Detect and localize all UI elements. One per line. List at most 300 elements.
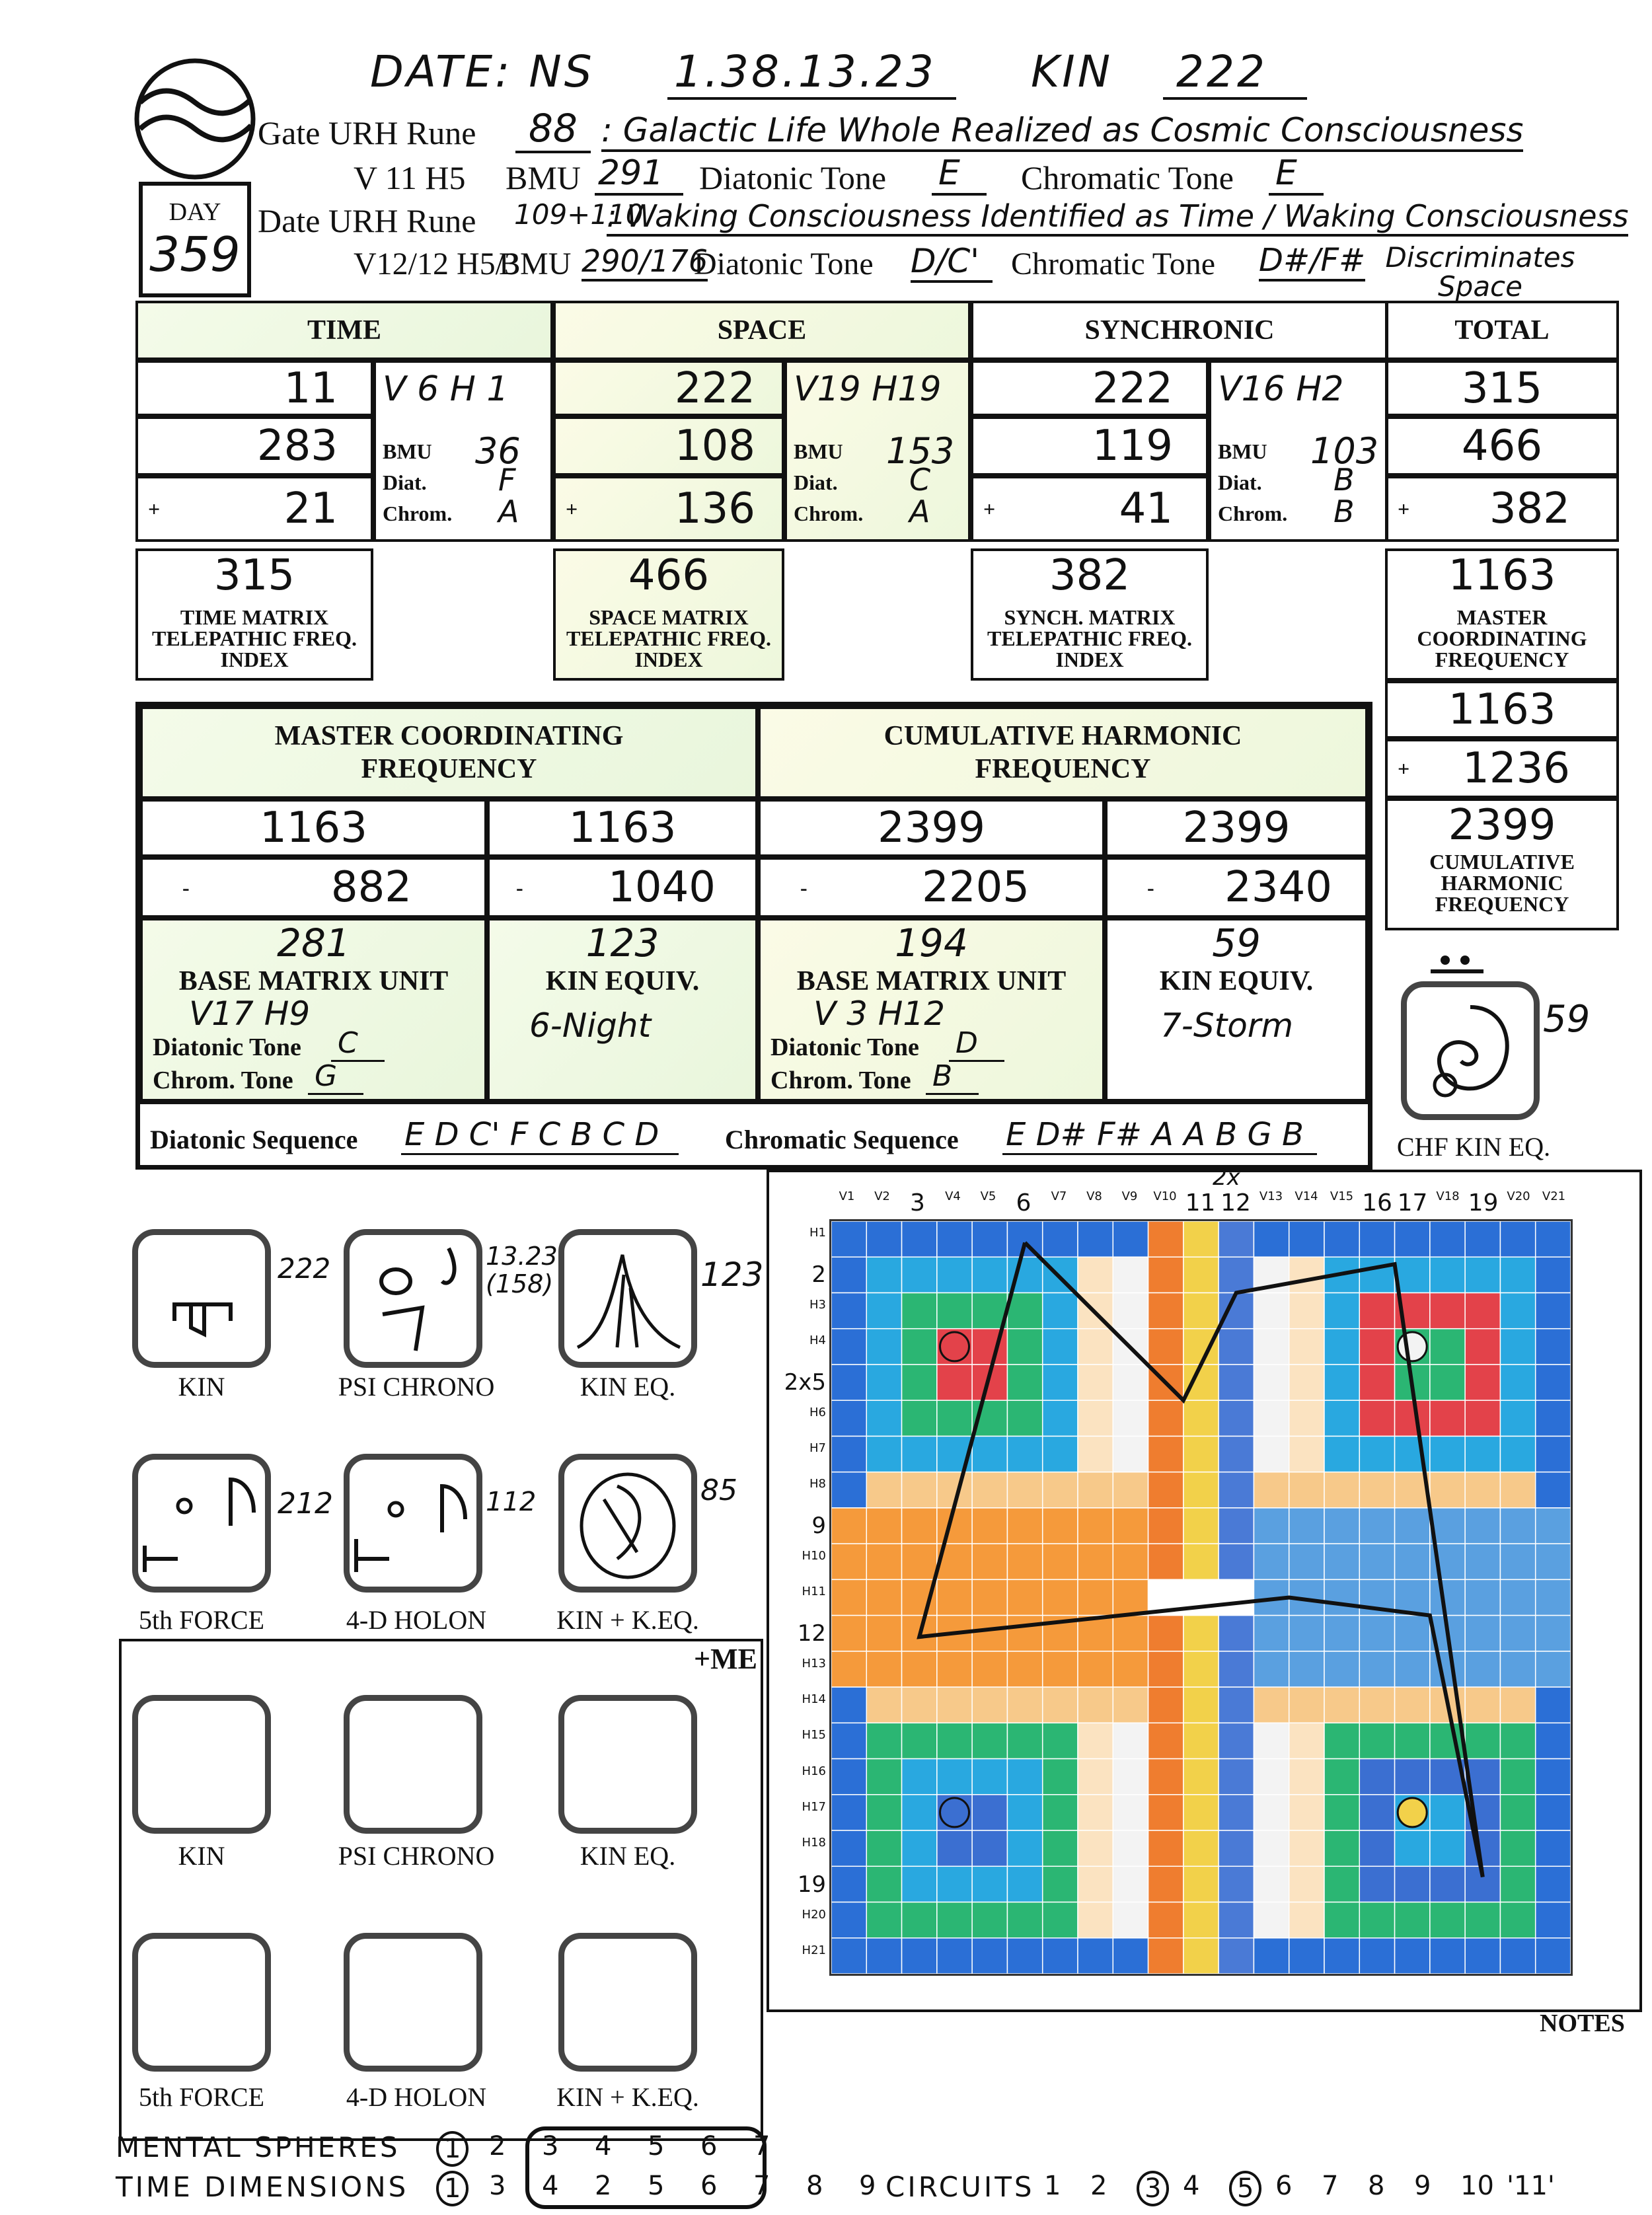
plus-sign: + xyxy=(983,497,996,521)
chf-header: CUMULATIVE HARMONIC FREQUENCY xyxy=(758,706,1368,799)
grid-cell xyxy=(1219,1902,1254,1938)
glyph-label: 4-D HOLON xyxy=(346,1605,487,1635)
grid-cell xyxy=(1113,1795,1148,1830)
date-diatonic: D/C' xyxy=(911,242,993,283)
grid-cell xyxy=(1078,1436,1113,1472)
grid-cell xyxy=(866,1508,901,1544)
grid-cell xyxy=(1043,1436,1078,1472)
grid-cell xyxy=(902,1329,937,1365)
grid-cell xyxy=(902,1508,937,1544)
kin-value: 222 xyxy=(1163,46,1307,100)
grid-col-header: V18 xyxy=(1436,1189,1460,1203)
time-meta xyxy=(373,360,553,542)
total-v3: 382 xyxy=(1489,484,1570,533)
grid-cell xyxy=(1324,1508,1359,1544)
grid-cell xyxy=(1183,1472,1219,1508)
grid-cell xyxy=(1430,1866,1465,1902)
grid-cell xyxy=(1148,1293,1183,1328)
grid-cell xyxy=(1500,1759,1535,1795)
grid-cell xyxy=(1289,1866,1324,1902)
grid-cell xyxy=(1500,1508,1535,1544)
grid-col-header: V7 xyxy=(1051,1189,1067,1203)
holon-glyph-empty-icon[interactable] xyxy=(344,1933,482,2072)
chf-b2: 2340 xyxy=(1224,863,1332,912)
grid-cell xyxy=(1007,1902,1042,1938)
grid-cell xyxy=(866,1938,901,1974)
grid-cell xyxy=(1289,1365,1324,1400)
footer-number: 5 xyxy=(648,2131,665,2161)
grid-cell xyxy=(1007,1400,1042,1436)
space-v3-cell xyxy=(553,476,784,542)
mcf-b1: 1163 xyxy=(487,799,758,857)
footer-number: 4 xyxy=(542,2171,559,2201)
grid-cell xyxy=(1148,1400,1183,1436)
grid-cell xyxy=(1324,1687,1359,1723)
grid-cell xyxy=(1359,1400,1394,1436)
grid-cell xyxy=(1395,1651,1430,1687)
grid-cell xyxy=(1395,1759,1430,1795)
grid-cell xyxy=(1500,1544,1535,1579)
grid-cell xyxy=(1359,1436,1394,1472)
circuits-label: CIRCUITS xyxy=(885,2171,1035,2203)
grid-cell xyxy=(1254,1400,1289,1436)
grid-cell xyxy=(1395,1723,1430,1758)
chf-a-res: 194 xyxy=(895,920,968,965)
gate-diatonic: E xyxy=(932,153,987,196)
grid-cell xyxy=(937,1830,972,1866)
grid-cell xyxy=(1113,1257,1148,1293)
grid-cell xyxy=(1113,1938,1148,1974)
synch-total: 382 xyxy=(1049,551,1131,600)
grid-cell xyxy=(1183,1866,1219,1902)
grid-cell xyxy=(1289,1830,1324,1866)
grid-cell xyxy=(1078,1938,1113,1974)
grid-row-header: H11 xyxy=(802,1585,826,1598)
grid-cell xyxy=(1359,1902,1394,1938)
grid-cell xyxy=(866,1723,901,1758)
grid-cell xyxy=(1043,1544,1078,1579)
grid-row-header: H7 xyxy=(809,1441,826,1455)
date-vh: V12/12 H5/3 xyxy=(354,246,520,282)
grid-cell xyxy=(1043,1365,1078,1400)
grid-cell xyxy=(902,1400,937,1436)
mcf-total-label: MASTER COORDINATING FREQUENCY xyxy=(1417,605,1587,671)
grid-cell xyxy=(1395,1400,1430,1436)
glyph-label: 4-D HOLON xyxy=(346,2082,487,2112)
grid-cell xyxy=(1148,1866,1183,1902)
grid-cell xyxy=(1289,1687,1324,1723)
grid-cell xyxy=(1324,1400,1359,1436)
footer-number: 7 xyxy=(753,2131,770,2161)
grid-cell xyxy=(1219,1651,1254,1687)
footer-number: 7 xyxy=(1322,2171,1339,2201)
grid-cell xyxy=(1148,1651,1183,1687)
gate-rune: 88 xyxy=(515,106,591,153)
footer-number: 9 xyxy=(859,2171,876,2201)
date-rune: 109+110 xyxy=(514,198,644,231)
grid-cell xyxy=(1007,1544,1042,1579)
grid-cell xyxy=(902,1795,937,1830)
date-rune-label: Date URH Rune xyxy=(258,202,476,239)
grid-cell xyxy=(1536,1365,1571,1400)
grid-cell xyxy=(1148,1759,1183,1795)
grid-cell xyxy=(1007,1365,1042,1400)
grid-cell xyxy=(1324,1938,1359,1974)
grid-cell xyxy=(1254,1293,1289,1328)
grid-cell xyxy=(1500,1400,1535,1436)
kin-plus-keq-glyph-empty-icon[interactable] xyxy=(558,1933,697,2072)
grid-cell xyxy=(1183,1651,1219,1687)
grid-row-header: 9 xyxy=(811,1513,826,1540)
grid-cell xyxy=(902,1436,937,1472)
synch-bmu: 103 xyxy=(1310,430,1379,472)
grid-col-header: V10 xyxy=(1153,1189,1177,1203)
kin-glyph-icon xyxy=(132,1229,271,1368)
grid-cell xyxy=(1359,1508,1394,1544)
fifth-force-glyph-empty-icon[interactable] xyxy=(132,1933,271,2072)
date-chromatic: D#/F# xyxy=(1259,242,1365,282)
time-v3-cell xyxy=(135,476,373,542)
grid-cell xyxy=(1043,1472,1078,1508)
grid-cell xyxy=(866,1687,901,1723)
grid-cell xyxy=(866,1544,901,1579)
me-label: +ME xyxy=(694,1643,757,1675)
mcf-kin-title: KIN EQUIV. xyxy=(545,966,700,996)
grid-cell xyxy=(1183,1221,1219,1257)
grid-cell xyxy=(1254,1544,1289,1579)
spheres-label: MENTAL SPHERES xyxy=(116,2131,400,2163)
grid-441-matrix xyxy=(829,1219,1573,1976)
mcf-bmu-vh: V17 H9 xyxy=(189,995,311,1033)
grid-cell xyxy=(1465,1651,1500,1687)
footer-number: 8 xyxy=(806,2171,823,2201)
glyph-label: KIN EQ. xyxy=(580,1372,676,1402)
grid-cell xyxy=(1113,1365,1148,1400)
grid-cell xyxy=(831,1508,866,1544)
footer-number: 3 xyxy=(1137,2171,1169,2206)
footer-number: 6 xyxy=(1275,2171,1293,2201)
grid-cell xyxy=(1536,1579,1571,1615)
grid-row-header: H3 xyxy=(809,1297,826,1312)
grid-cell xyxy=(1148,1221,1183,1257)
grid-cell xyxy=(1289,1723,1324,1758)
grid-cell xyxy=(972,1257,1007,1293)
space-chrom-label: Chrom. xyxy=(794,502,864,525)
total-v2: 466 xyxy=(1385,416,1619,476)
day-label: DAY xyxy=(169,198,221,226)
grid-cell xyxy=(1007,1687,1042,1723)
grid-cell xyxy=(1500,1651,1535,1687)
grid-cell xyxy=(1536,1436,1571,1472)
grid-cell xyxy=(866,1830,901,1866)
grid-row-header: H13 xyxy=(802,1656,826,1671)
grid-cell xyxy=(937,1400,972,1436)
grid-cell xyxy=(1465,1329,1500,1365)
date-rune-desc: : Waking Consciousness Identified as Time / Waking Consciousness xyxy=(607,198,1628,237)
grid-col-header: V14 xyxy=(1295,1189,1318,1203)
grid-cell xyxy=(937,1579,972,1615)
grid-cell xyxy=(902,1544,937,1579)
grid-cell xyxy=(1395,1830,1430,1866)
grid-cell xyxy=(1465,1616,1500,1651)
grid-cell xyxy=(902,1257,937,1293)
day-value: 359 xyxy=(149,226,241,282)
grid-cell xyxy=(937,1938,972,1974)
footer-number: 6 xyxy=(700,2171,718,2201)
grid-cell xyxy=(1289,1544,1324,1579)
footer-number: 2 xyxy=(595,2171,612,2201)
grid-row-header: 2 xyxy=(811,1261,826,1289)
psi-chrono-glyph-icon xyxy=(344,1229,482,1368)
time-v2: 283 xyxy=(135,416,373,476)
grid-cell xyxy=(1289,1257,1324,1293)
glyph-note: 85 xyxy=(700,1474,737,1507)
chf-kin-num: 59 xyxy=(1543,998,1591,1041)
grid-row-header: H21 xyxy=(802,1943,826,1957)
synch-bmu-label: BMU xyxy=(1218,439,1267,463)
grid-cell xyxy=(1113,1436,1148,1472)
grid-cell xyxy=(937,1293,972,1328)
grid-col-header: V20 xyxy=(1507,1189,1530,1203)
glyph-note: 123 xyxy=(700,1256,764,1294)
grid-cell xyxy=(866,1651,901,1687)
grid-cell xyxy=(1465,1400,1500,1436)
grid-cell xyxy=(866,1472,901,1508)
total-v1: 315 xyxy=(1385,360,1619,416)
gate-bmu-label: BMU xyxy=(506,159,581,196)
grid-cell xyxy=(1430,1400,1465,1436)
grid-cell xyxy=(972,1436,1007,1472)
grid-cell xyxy=(1465,1221,1500,1257)
grid-cell xyxy=(1078,1759,1113,1795)
grid-cell xyxy=(1289,1651,1324,1687)
grid-cell xyxy=(1043,1329,1078,1365)
footer-number: 7 xyxy=(753,2171,770,2201)
grid-cell xyxy=(1289,1902,1324,1938)
grid-cell xyxy=(1536,1651,1571,1687)
grid-cell xyxy=(972,1544,1007,1579)
grid-cell xyxy=(972,1866,1007,1902)
chf-a1: 2399 xyxy=(758,799,1105,857)
chf-kin-cell xyxy=(1105,918,1368,1102)
grid-cell xyxy=(937,1759,972,1795)
grid-cell xyxy=(1219,1544,1254,1579)
grid-cell xyxy=(1219,1293,1254,1328)
synch-total-label: SYNCH. MATRIX TELEPATHIC FREQ. INDEX xyxy=(987,605,1192,671)
synch-v3: 41 xyxy=(1119,484,1173,533)
grid-cell xyxy=(831,1329,866,1365)
grid-cell xyxy=(1359,1866,1394,1902)
chf-total: 2399 xyxy=(1448,801,1556,850)
grid-cell xyxy=(1430,1293,1465,1328)
grid-cell xyxy=(902,1830,937,1866)
side-v1: 1163 xyxy=(1385,681,1619,739)
chf-bmu-cell xyxy=(758,918,1105,1102)
logo-icon xyxy=(132,56,258,182)
grid-cell xyxy=(866,1759,901,1795)
grid-col-header: V8 xyxy=(1086,1189,1102,1203)
psi-chrono-glyph-empty-icon[interactable] xyxy=(344,1695,482,1834)
glyph-note: 112 xyxy=(486,1487,537,1517)
grid-cell xyxy=(1078,1365,1113,1400)
date-bmu: 290/176 xyxy=(582,243,708,282)
chrom-seq-label: Chromatic Sequence xyxy=(725,1125,959,1154)
side-v2: 1236 xyxy=(1462,744,1570,793)
chf-bmu-chrom-label: Chrom. Tone xyxy=(770,1067,911,1094)
grid-cell xyxy=(902,1938,937,1974)
synch-meta xyxy=(1209,360,1388,542)
grid-cell xyxy=(1359,1365,1394,1400)
grid-cell xyxy=(1043,1651,1078,1687)
grid-cell xyxy=(1148,1938,1183,1974)
grid-cell xyxy=(1324,1616,1359,1651)
grid-cell xyxy=(1078,1221,1113,1257)
grid-cell xyxy=(1324,1436,1359,1472)
grid-cell xyxy=(1007,1651,1042,1687)
grid-cell xyxy=(1148,1544,1183,1579)
grid-cell xyxy=(1007,1221,1042,1257)
grid-cell xyxy=(972,1795,1007,1830)
time-chrom: A xyxy=(498,494,519,529)
grid-cell xyxy=(1078,1651,1113,1687)
plus-sign: + xyxy=(1398,757,1410,780)
grid-col-header: V15 xyxy=(1330,1189,1354,1203)
chf-b1: 2399 xyxy=(1105,799,1368,857)
grid-cell xyxy=(1536,1759,1571,1795)
grid-cell xyxy=(831,1472,866,1508)
grid-cell xyxy=(1183,1436,1219,1472)
kin-label: KIN xyxy=(1031,46,1113,97)
grid-cell xyxy=(1219,1866,1254,1902)
grid-cell xyxy=(1043,1579,1078,1615)
mcf-b2-cell xyxy=(487,857,758,918)
gate-diatonic-label: Diatonic Tone xyxy=(699,159,887,196)
footer-number: 1 xyxy=(436,2131,469,2167)
footer-number: 4 xyxy=(595,2131,612,2161)
grid-cell xyxy=(1430,1436,1465,1472)
glyph-label: KIN xyxy=(178,1841,225,1871)
space-header: SPACE xyxy=(553,301,971,360)
grid-cell xyxy=(1183,1902,1219,1938)
grid-cell xyxy=(866,1257,901,1293)
grid-cell xyxy=(1254,1938,1289,1974)
grid-cell xyxy=(1007,1616,1042,1651)
grid-cell xyxy=(1148,1616,1183,1651)
grid-cell xyxy=(1430,1221,1465,1257)
space-v3: 136 xyxy=(674,484,755,533)
grid-col-header: 17 xyxy=(1397,1189,1428,1217)
kin-plus-keq-glyph-icon xyxy=(558,1454,697,1593)
grid-cell xyxy=(1113,1723,1148,1758)
grid-cell xyxy=(1183,1759,1219,1795)
grid-cell xyxy=(1500,1579,1535,1615)
mcf-kin-val: 6-Night xyxy=(529,1006,652,1045)
grid-cell xyxy=(1254,1472,1289,1508)
grid-cell xyxy=(1536,1723,1571,1758)
grid-row-header: H14 xyxy=(802,1692,826,1706)
kin-eq-glyph-empty-icon[interactable] xyxy=(558,1695,697,1834)
grid-cell xyxy=(831,1293,866,1328)
grid-row-header: H10 xyxy=(802,1548,826,1563)
grid-cell xyxy=(1043,1687,1078,1723)
space-total-label: SPACE MATRIX TELEPATHIC FREQ. INDEX xyxy=(566,605,771,671)
mcf-kin-cell xyxy=(487,918,758,1102)
grid-col-header: 3 xyxy=(910,1189,925,1217)
gate-vh: V 11 H5 xyxy=(354,159,466,196)
synch-chrom: B xyxy=(1333,494,1355,529)
grid-cell xyxy=(1289,1221,1324,1257)
grid-cell xyxy=(1148,1472,1183,1508)
footer-number: 5 xyxy=(648,2171,665,2201)
grid-cell xyxy=(831,1365,866,1400)
grid-cell xyxy=(1254,1795,1289,1830)
grid-cell xyxy=(1183,1329,1219,1365)
grid-cell xyxy=(831,1938,866,1974)
grid-cell xyxy=(1465,1472,1500,1508)
grid-cell xyxy=(1536,1866,1571,1902)
grid-row-header: H6 xyxy=(809,1405,826,1419)
grid-cell xyxy=(1007,1472,1042,1508)
grid-cell xyxy=(1395,1902,1430,1938)
grid-cell xyxy=(831,1221,866,1257)
grid-cell xyxy=(1359,1938,1394,1974)
grid-cell xyxy=(1289,1436,1324,1472)
grid-cell xyxy=(1183,1616,1219,1651)
grid-cell xyxy=(1254,1508,1289,1544)
grid-cell xyxy=(937,1866,972,1902)
grid-cell xyxy=(1219,1830,1254,1866)
grid-row-header: H1 xyxy=(809,1226,826,1240)
date-label: DATE: NS xyxy=(370,46,595,97)
grid-cell xyxy=(831,1544,866,1579)
space-total: 466 xyxy=(628,551,710,600)
grid-cell xyxy=(972,1579,1007,1615)
grid-cell xyxy=(1219,1687,1254,1723)
mcf-bmu-title: BASE MATRIX UNIT xyxy=(178,966,449,996)
grid-cell xyxy=(831,1723,866,1758)
time-total-label: TIME MATRIX TELEPATHIC FREQ. INDEX xyxy=(152,605,357,671)
synch-vh: V16 H2 xyxy=(1218,369,1344,409)
grid-cell xyxy=(866,1400,901,1436)
grid-cell xyxy=(1536,1400,1571,1436)
grid-cell xyxy=(1078,1830,1113,1866)
grid-cell xyxy=(1324,1293,1359,1328)
grid-cell xyxy=(1395,1221,1430,1257)
footer-number: 6 xyxy=(700,2131,718,2161)
notes-label: NOTES xyxy=(1540,2009,1625,2037)
grid-col-header: V9 xyxy=(1121,1189,1138,1203)
holon-glyph-icon xyxy=(344,1454,482,1593)
chf-a2-cell xyxy=(758,857,1105,918)
grid-cell xyxy=(866,1902,901,1938)
grid-cell xyxy=(1289,1400,1324,1436)
grid-row-header: H16 xyxy=(802,1764,826,1778)
grid-cell xyxy=(1148,1329,1183,1365)
synch-v2: 119 xyxy=(971,416,1209,476)
footer-number: 2 xyxy=(1090,2171,1108,2201)
grid-cell xyxy=(1148,1830,1183,1866)
grid-cell xyxy=(1254,1436,1289,1472)
grid-cell xyxy=(1078,1329,1113,1365)
grid-cell xyxy=(1536,1472,1571,1508)
grid-cell xyxy=(972,1651,1007,1687)
kin-glyph-empty-icon[interactable] xyxy=(132,1695,271,1834)
mcf-bmu-chrom: G xyxy=(308,1059,363,1095)
storm-glyph-icon xyxy=(1401,981,1540,1120)
grid-cell xyxy=(1324,1723,1359,1758)
grid-cell xyxy=(1359,1687,1394,1723)
grid-cell xyxy=(1254,1866,1289,1902)
